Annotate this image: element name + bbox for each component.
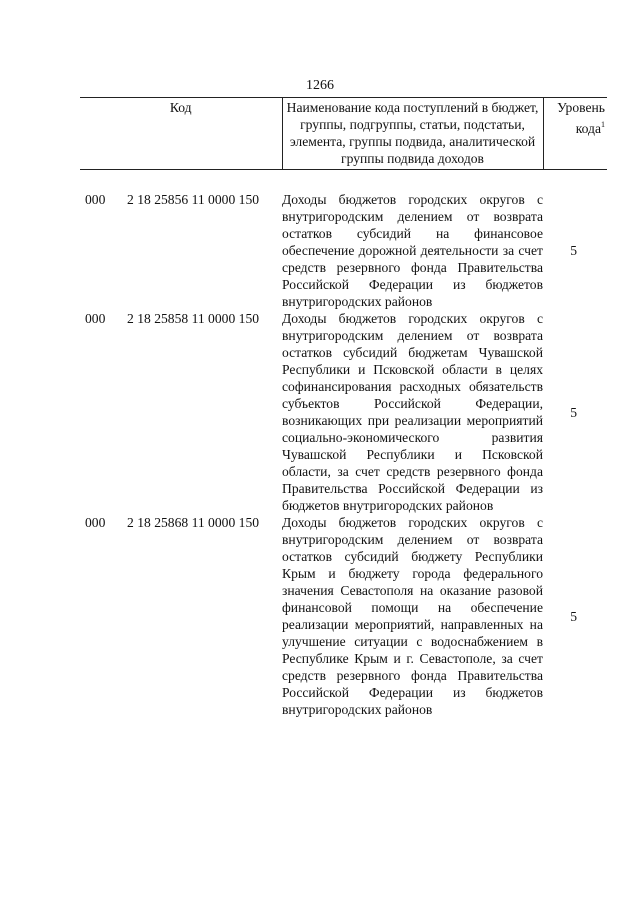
footnote-marker: 1: [601, 120, 605, 129]
code-cell: [80, 310, 282, 514]
code-level: 5: [570, 404, 577, 420]
header-name: Наименование кода поступлений в бюджет, группы, подгруппы, статьи, подстатьи, элемента, группы подвида, аналитической группы подвида доходов: [282, 98, 543, 170]
spacer-row: [80, 170, 607, 192]
table-header-row: [80, 98, 607, 170]
admin-code: 000: [85, 515, 106, 530]
code-level: 5: [570, 608, 577, 624]
table-row: [80, 514, 607, 718]
income-code: 2 18 25858 11 0000 150: [127, 311, 260, 326]
code-cell: [80, 191, 282, 310]
table-row: [80, 191, 607, 310]
header-code: Код: [80, 98, 282, 170]
income-codes-table: [80, 97, 607, 718]
code-description: Доходы бюджетов городских округов с внутригородским делением от возврата остатков субсидий на финансовое обеспечение дорожной деятельности за счет средств резервного фонда Правительства Российской Федерации из бюджетов внутригородских районов: [282, 192, 543, 309]
code-description: Доходы бюджетов городских округов с внутригородским делением от возврата остатков субсидий бюджетам Чувашской Республики и Псковской области в целях софинансирования расходных обязательств субъектов Российской Федерации, возникающих при реализации мероприятий социально-экономического развития Чувашской Республики и Псковской области, за счет средств резервного фонда Правительства Российской Федерации из бюджетов внутригородских районов: [282, 311, 543, 513]
table-row: [80, 310, 607, 514]
admin-code: 000: [85, 192, 106, 207]
income-code: 2 18 25868 11 0000 150: [127, 515, 260, 530]
code-cell: [80, 514, 282, 718]
admin-code: 000: [85, 311, 106, 326]
income-code: 2 18 25856 11 0000 150: [127, 192, 260, 207]
code-level: 5: [570, 243, 577, 258]
header-level: Уровень кода$^1$: [543, 98, 607, 170]
page-number: 1266: [306, 78, 334, 93]
code-description: Доходы бюджетов городских округов с внутригородским делением от возврата остатков субсидий бюджету Республики Крым и бюджету города федерального значения Севастополя на оказание разовой финансовой помощи на обеспечение реализации мероприятий, направленных на улучшение ситуации с водоснабжением в Республике Крым и г. Севастополе, за счет средств резервного фонда Правительства Российской Федерации из бюджетов внутригородских районов: [282, 515, 543, 717]
